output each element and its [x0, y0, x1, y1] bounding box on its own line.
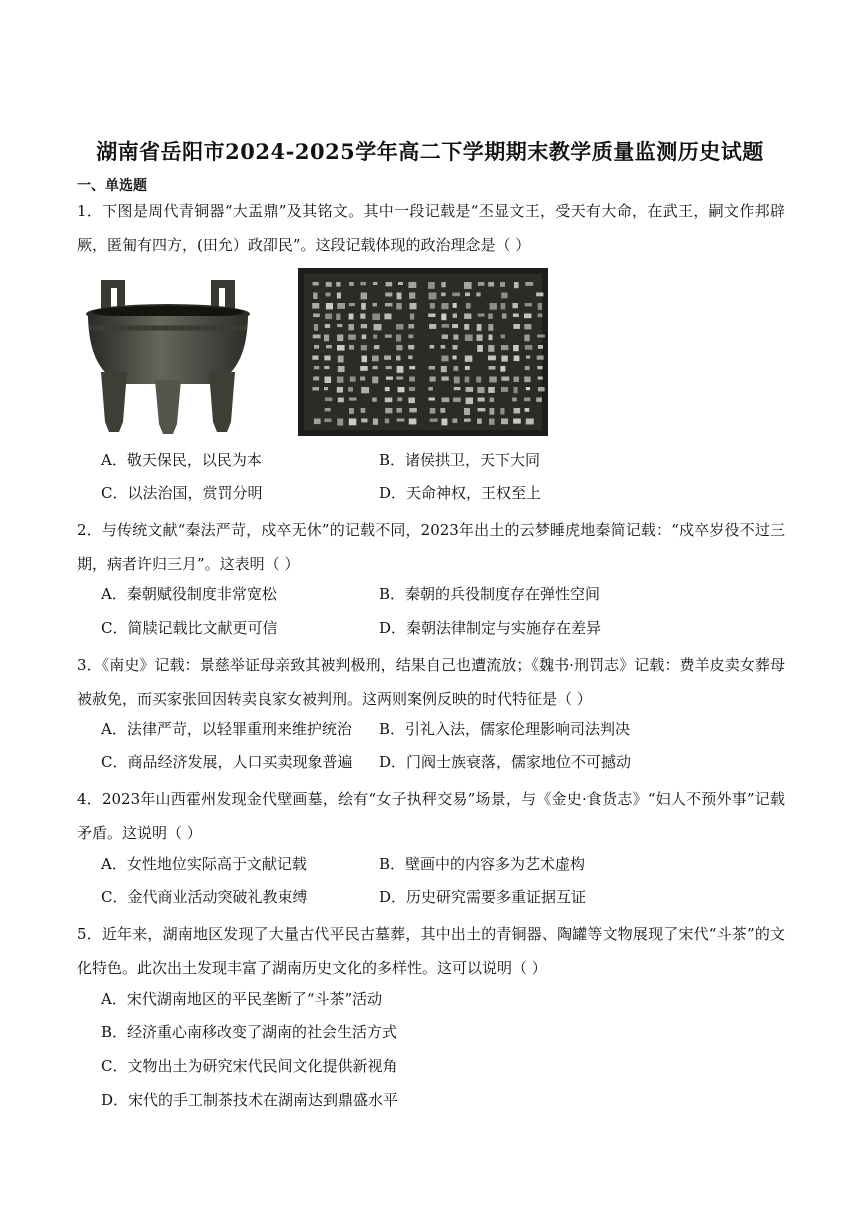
question-1-option-c[interactable]: C．以法治国，赏罚分明 — [101, 484, 263, 502]
question-3-option-d[interactable]: D．门阀士族衰落，儒家地位不可撼动 — [379, 753, 632, 771]
question-4-stem: 4．2023年山西霍州发现金代壁画墓，绘有“女子执秤交易”场景，与《金史·食货志》“妇人不预外事”记载矛盾。这说明（ ） — [77, 790, 785, 842]
question-5-option-b[interactable]: B．经济重心南移改变了湖南的社会生活方式 — [101, 1023, 398, 1041]
question-3-option-c[interactable]: C．商品经济发展，人口买卖现象普遍 — [101, 753, 353, 771]
question-1-option-a[interactable]: A．敬天保民，以民为本 — [101, 451, 262, 469]
bronze-ding-image — [83, 272, 253, 436]
question-2-option-a[interactable]: A．秦朝赋役制度非常宽松 — [101, 585, 277, 603]
question-5-stem: 5．近年来，湖南地区发现了大量古代平民古墓葬，其中出土的青铜器、陶罐等文物展现了宋代“斗茶”的文化特色。此次出土发现丰富了湖南历史文化的多样性。这可以说明（ ） — [77, 925, 785, 977]
question-2-stem: 2．与传统文献“秦法严苛，戍卒无休”的记载不同，2023年出土的云梦睡虎地秦简记载：“戍卒岁役不过三期，病者许归三月”。这表明（ ） — [77, 521, 785, 573]
question-2-option-c[interactable]: C．简牍记载比文献更可信 — [101, 619, 278, 637]
question-4-option-d[interactable]: D．历史研究需要多重证据互证 — [379, 888, 587, 906]
question-3-option-b[interactable]: B．引礼入法，儒家伦理影响司法判决 — [379, 720, 631, 738]
question-1-option-d[interactable]: D．天命神权，王权至上 — [379, 484, 542, 502]
question-4-option-a[interactable]: A．女性地位实际高于文献记载 — [101, 855, 307, 873]
question-2-option-b[interactable]: B．秦朝的兵役制度存在弹性空间 — [379, 585, 601, 603]
document-title: 湖南省岳阳市2024-2025学年高二下学期期末教学质量监测历史试题 — [96, 139, 764, 164]
bronze-inscription-image — [298, 268, 548, 436]
question-5-option-a[interactable]: A．宋代湖南地区的平民垄断了“斗茶”活动 — [101, 990, 383, 1008]
question-1-stem: 1．下图是周代青铜器“大盂鼎”及其铭文。其中一段记载是“丕显文王，受天有大命，在武王，嗣文作邦辟厥，匿匍有四方，(田允）政卲民”。这段记载体现的政治理念是（ ） — [77, 202, 785, 254]
question-3-option-a[interactable]: A．法律严苛，以轻罪重刑来维护统治 — [101, 720, 352, 738]
section-heading: 一、单选题 — [77, 178, 147, 194]
question-5-option-d[interactable]: D．宋代的手工制茶技术在湖南达到鼎盛水平 — [101, 1091, 399, 1109]
question-2-option-d[interactable]: D．秦朝法律制定与实施存在差异 — [379, 619, 602, 637]
question-1-option-b[interactable]: B．诸侯拱卫，天下大同 — [379, 451, 541, 469]
question-5-option-c[interactable]: C．文物出土为研究宋代民间文化提供新视角 — [101, 1057, 398, 1075]
question-4-option-b[interactable]: B．壁画中的内容多为艺术虚构 — [379, 855, 586, 873]
question-4-option-c[interactable]: C．金代商业活动突破礼教束缚 — [101, 888, 308, 906]
question-3-stem: 3．《南史》记载：景慈举证母亲致其被判极刑，结果自己也遭流放；《魏书·刑罚志》记载：费羊皮卖女葬母被赦免，而买家张回因转卖良家女被判刑。这两则案例反映的时代特征是（ ） — [77, 656, 785, 708]
